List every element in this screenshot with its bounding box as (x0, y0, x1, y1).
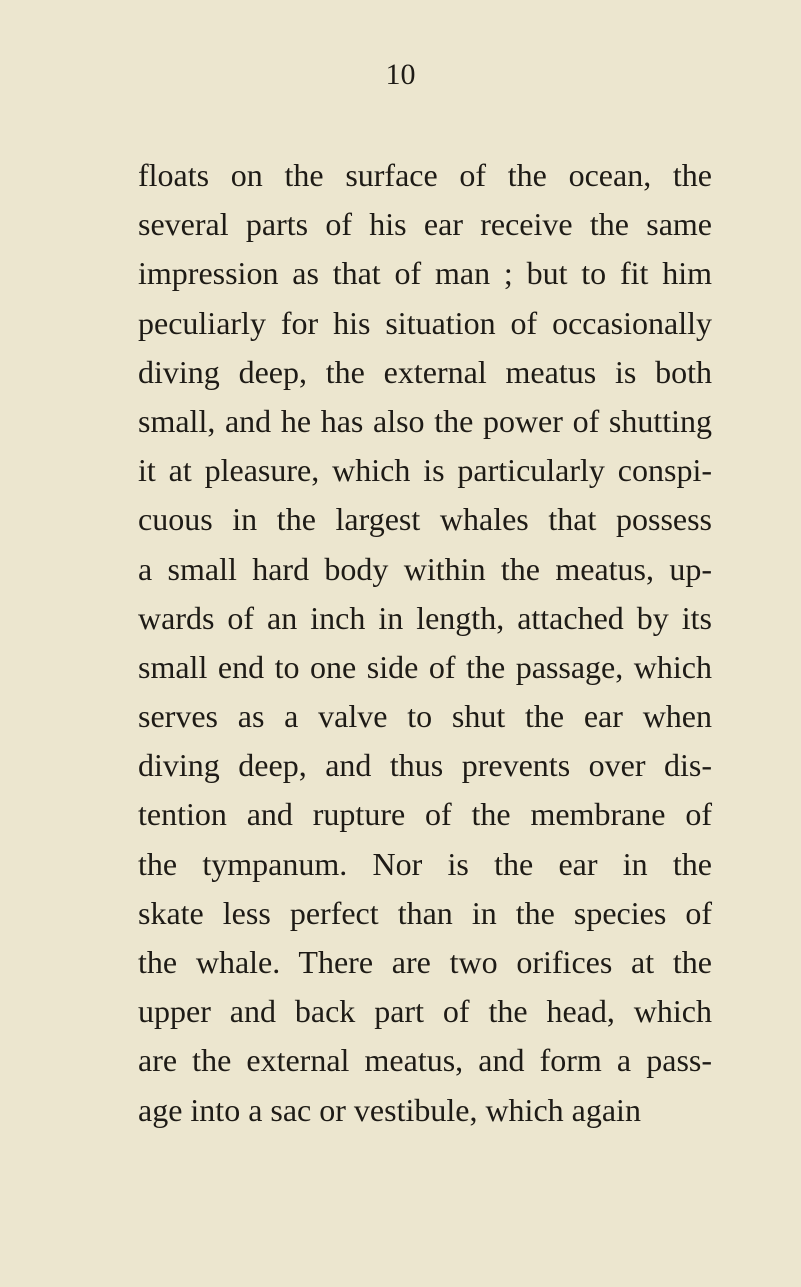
text-line: impression as that of man ; but to fit him (138, 255, 712, 292)
body-text (138, 151, 712, 1135)
text-line: diving deep, the external meatus is both (138, 353, 712, 390)
text-line: it at pleasure, which is particularly conspi- (138, 452, 712, 489)
text-line: several parts of his ear receive the same (138, 206, 712, 243)
text-line: peculiarly for his situation of occasionally (138, 304, 712, 341)
text-line: cuous in the largest whales that possess (138, 501, 712, 538)
text-line: serves as a valve to shut the ear when (138, 698, 712, 735)
text-line: wards of an inch in length, attached by its (138, 599, 712, 636)
text-line: small end to one side of the passage, which (138, 648, 712, 685)
text-line: the tympanum. Nor is the ear in the (138, 845, 712, 882)
text-line: skate less perfect than in the species of (138, 894, 712, 931)
page-number: 10 (385, 58, 416, 91)
text-line: the whale. There are two orifices at the (138, 944, 712, 980)
text-line: are the external meatus, and form a pass- (138, 1042, 712, 1079)
text-line: age into a sac or vestibule, which again (138, 1091, 641, 1128)
text-line: floats on the surface of the ocean, the (138, 157, 712, 193)
text-line: a small hard body within the meatus, up- (138, 550, 712, 587)
text-line: upper and back part of the head, which (138, 993, 712, 1030)
text-line: diving deep, and thus prevents over dis- (138, 747, 712, 784)
text-line: tention and rupture of the membrane of (138, 796, 712, 833)
text-line: small, and he has also the power of shutting (138, 402, 712, 439)
